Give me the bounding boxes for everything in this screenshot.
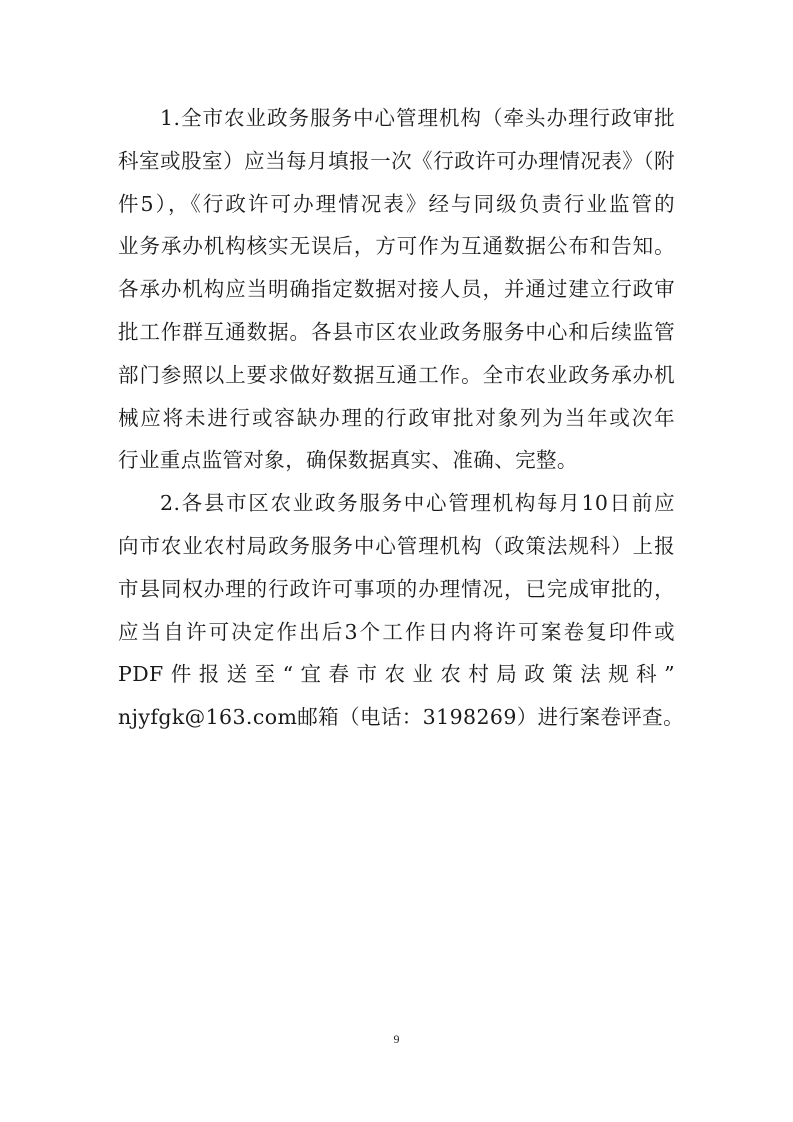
document-body: [118, 97, 684, 739]
text-line: 业务承办机构核实无误后，方可作为互通数据公布和告知。: [118, 234, 675, 259]
paragraph-item-2: [118, 482, 684, 739]
text-line: 向市农业农村局政务服务中心管理机构（政策法规科）上报: [118, 533, 675, 558]
text-line: 1.全市农业政务服务中心管理机构（牵头办理行政审批: [160, 106, 675, 130]
text-line: PDF件报送至“宜春市农业农村局政策法规科”: [118, 662, 675, 687]
text-line: njyfgk@163.com邮箱（电话：3198269）进行案卷评查。: [118, 705, 684, 730]
text-line: 各承办机构应当明确指定数据对接人员，并通过建立行政审: [118, 277, 675, 302]
text-line: 2.各县市区农业政务服务中心管理机构每月10日前应: [160, 491, 675, 516]
text-line: 行业重点监管对象，确保数据真实、准确、完整。: [118, 448, 578, 473]
text-line: 部门参照以上要求做好数据互通工作。全市农业政务承办机: [118, 362, 675, 387]
page-number: 9: [393, 1032, 400, 1046]
text-line: 件5），《行政许可办理情况表》经与同级负责行业监管的: [118, 191, 675, 216]
text-line: 械应将未进行或容缺办理的行政审批对象列为当年或次年: [118, 405, 675, 430]
paragraph-item-1: [118, 97, 675, 482]
text-line: 科室或股室）应当每月填报一次《行政许可办理情况表》（附: [118, 148, 675, 173]
text-line: 批工作群互通数据。各县市区农业政务服务中心和后续监管: [118, 319, 675, 344]
text-line: 市县同权办理的行政许可事项的办理情况，已完成审批的，: [118, 576, 675, 601]
text-line: 应当自许可决定作出后3个工作日内将许可案卷复印件或: [118, 619, 675, 644]
